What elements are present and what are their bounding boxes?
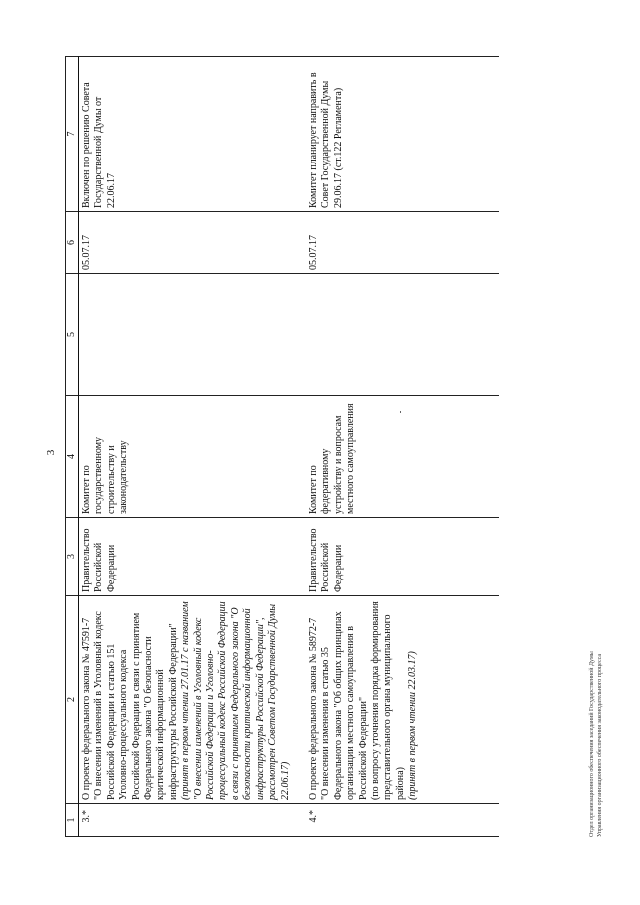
- column-5-cell: [294, 274, 499, 396]
- table-row: [79, 57, 294, 837]
- column-header: 6: [66, 212, 79, 274]
- responsible-committee: Комитет по государственному строительству и законодательству: [79, 396, 294, 518]
- bill-description: [79, 596, 294, 804]
- review-date: 05.07.17: [294, 212, 499, 274]
- footer-directorate: Управления организационного обеспечения законодательного процесса: [597, 653, 603, 837]
- row-number: 4.*: [294, 804, 499, 837]
- bills-table: [65, 56, 499, 837]
- review-date: 05.07.17: [79, 212, 294, 274]
- bill-status: Комитет планирует направить в Совет Государственной Думы 29.06.17 (ст.122 Регламента): [294, 57, 499, 212]
- table-row: [294, 57, 499, 837]
- scan-speck: [400, 411, 401, 413]
- bill-initiator: Правительство Российской Федерации: [294, 518, 499, 596]
- column-header: 3: [66, 518, 79, 596]
- bill-initiator: Правительство Российской Федерации: [79, 518, 294, 596]
- document-footer: [588, 651, 604, 837]
- bill-title: О проекте федерального закона № 58972-7 "О внесении изменения в статью 35 Федерального закона "Об общих принципах организации местного самоуправления в Российской Федерации" (по вопросу уточнения порядка формирования представительного органа муниципального района): [307, 601, 406, 800]
- bill-description: [294, 596, 499, 804]
- table-header-row: [66, 57, 79, 837]
- column-5-cell: [79, 274, 294, 396]
- bill-title: О проекте федерального закона № 47591-7 "О внесении изменений в Уголовный кодекс Российской Федерации и статью 151 Уголовно-процессуального кодекса Российской Федерации в связи с принятием Федерального закона "О безопасности критической информационной инфраструктуры Российской Федерации": [81, 611, 179, 800]
- row-number: 3.*: [79, 804, 294, 837]
- column-header: 5: [66, 274, 79, 396]
- responsible-committee: Комитет по федеративному устройству и вопросам местного самоуправления: [294, 396, 499, 518]
- column-header: 2: [66, 596, 79, 804]
- bill-reading-note: (принят в первом чтении 27.01.17 с названием "О внесении изменений в Уголовный кодекс Российской Федерации и Уголовно-процессуальный кодекс Российской Федерации в связи с принятием Федерального закона "О безопасности критической информационной инфраструктуры Российской Федерации", рассмотрен Советом Государственной Думы 22.06.17): [180, 601, 291, 800]
- page-number: 3: [45, 449, 57, 456]
- bill-status: Включен по решению Совета Государственной Думы от 22.06.17: [79, 57, 294, 212]
- column-header: 1: [66, 804, 79, 837]
- footer-department: Отдел организационного обеспечения заседаний Государственной Думы: [589, 651, 595, 837]
- column-header: 4: [66, 396, 79, 518]
- column-header: 7: [66, 57, 79, 212]
- bill-reading-note: (принят в первом чтении 22.03.17): [407, 651, 419, 800]
